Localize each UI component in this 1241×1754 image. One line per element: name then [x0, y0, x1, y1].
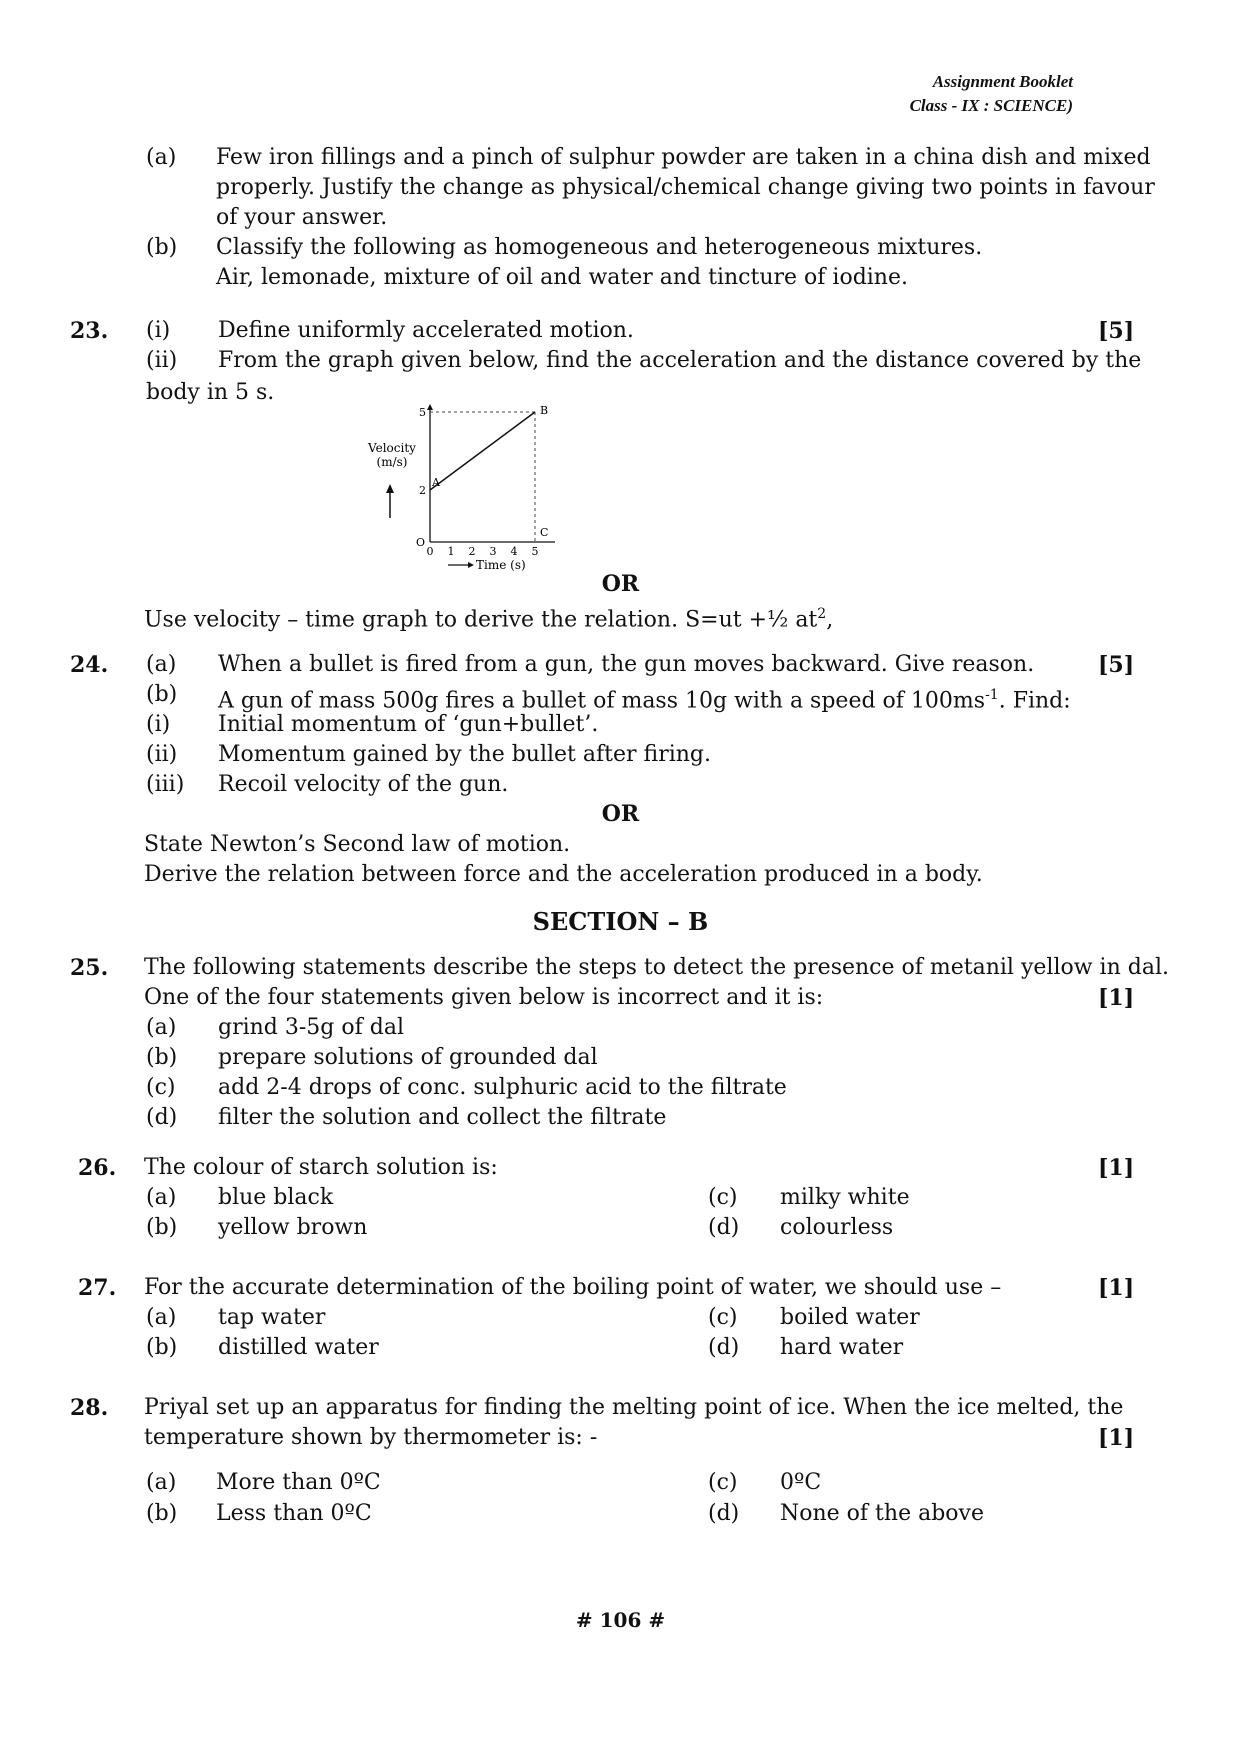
- x-axis-title: [448, 558, 526, 572]
- q22-b-line1: Classify the following as homogeneous and heterogeneous mixtures.: [216, 235, 983, 260]
- page-number: # 106 #: [575, 1608, 666, 1632]
- q25-option-text: prepare solutions of grounded dal: [218, 1045, 598, 1070]
- section-title: SECTION – B: [532, 907, 709, 936]
- q24-item-text: Momentum gained by the bullet after firing.: [218, 742, 711, 767]
- velocity-line: [430, 412, 535, 490]
- header-class: Class - IX : SCIENCE): [909, 96, 1073, 115]
- q28-option-label: (d): [708, 1501, 740, 1526]
- q22-a-label: (a): [146, 145, 177, 170]
- q26-option-text: milky white: [780, 1185, 910, 1210]
- q28-line2: temperature shown by thermometer is: -: [144, 1425, 598, 1450]
- q26-option-text: colourless: [780, 1215, 894, 1240]
- velocity-time-graph: [360, 400, 580, 580]
- q25-option-label: (b): [146, 1045, 178, 1070]
- q25-number: 25.: [70, 955, 109, 981]
- q24-alt-line2: Derive the relation between force and the acceleration produced in a body.: [144, 862, 983, 887]
- q27-option-label: (a): [146, 1305, 177, 1330]
- q25-marks: [1]: [1098, 985, 1135, 1011]
- q26-option-label: (c): [708, 1185, 738, 1210]
- y-axis-up-arrow: [386, 484, 394, 518]
- q25-option-text: grind 3-5g of dal: [218, 1015, 405, 1040]
- q28-option-text: Less than 0ºC: [216, 1501, 372, 1526]
- point-label-c: C: [540, 526, 549, 539]
- y-tick-label: 2: [419, 484, 426, 497]
- q27-option-text: tap water: [218, 1305, 326, 1330]
- x-tick-label: 1: [447, 545, 455, 558]
- q24-item-text: A gun of mass 500g fires a bullet of mass 10g with a speed of $100ms^{-1}$. Find:: [218, 687, 1071, 714]
- q26-marks: [1]: [1098, 1155, 1135, 1181]
- q24-item-label: (iii): [146, 772, 185, 797]
- q22-b-line2: Air, lemonade, mixture of oil and water and tincture of iodine.: [216, 265, 908, 290]
- q22-a-line2: properly. Justify the change as physical/chemical change giving two points in favour: [216, 175, 1155, 200]
- q26-option-label: (a): [146, 1185, 177, 1210]
- q26-option-text: blue black: [218, 1185, 334, 1210]
- q28-option-text: 0ºC: [780, 1470, 822, 1495]
- q28-option-label: (b): [146, 1501, 178, 1526]
- q24-item-text: Recoil velocity of the gun.: [218, 772, 509, 797]
- q27-option-label: (c): [708, 1305, 738, 1330]
- q24-item-label: (b): [146, 682, 178, 707]
- q24-marks: [5]: [1098, 652, 1135, 678]
- q27-option-text: distilled water: [218, 1335, 379, 1360]
- y-axis-label-line2: (m/s): [376, 455, 408, 469]
- q27-text: For the accurate determination of the boiling point of water, we should use –: [144, 1275, 1002, 1300]
- q27-option-label: (b): [146, 1335, 178, 1360]
- q28-option-text: More than 0ºC: [216, 1470, 381, 1495]
- q23-ii-line2: body in 5 s.: [146, 380, 275, 405]
- q26-option-label: (d): [708, 1215, 740, 1240]
- q24-item-label: (i): [146, 712, 171, 737]
- x-tick-label: 4: [510, 545, 518, 558]
- svg-text:Time (s): Time (s): [476, 558, 526, 572]
- q28-number: 28.: [70, 1395, 109, 1421]
- q23-number: 23.: [70, 318, 109, 344]
- q24-or: OR: [601, 801, 640, 827]
- q23-ii-label: (ii): [146, 348, 178, 373]
- q23-ii-line1: From the graph given below, find the acceleration and the distance covered by the: [218, 348, 1142, 373]
- q25-option-text: filter the solution and collect the filtrate: [218, 1105, 667, 1130]
- x-tick-label: 3: [489, 545, 497, 558]
- q27-option-label: (d): [708, 1335, 740, 1360]
- y-tick-label: 5: [419, 406, 426, 419]
- x-tick-label: 0: [426, 545, 434, 558]
- q26-text: The colour of starch solution is:: [144, 1155, 498, 1180]
- q22-b-label: (b): [146, 235, 178, 260]
- q25-option-text: add 2-4 drops of conc. sulphuric acid to the filtrate: [218, 1075, 787, 1100]
- q26-option-text: yellow brown: [218, 1215, 368, 1240]
- q25-line2: One of the four statements given below is incorrect and it is:: [144, 985, 824, 1010]
- q24-item-label: (a): [146, 652, 177, 677]
- q23-or: OR: [601, 571, 640, 597]
- q24-item-label: (ii): [146, 742, 178, 767]
- q25-option-label: (c): [146, 1075, 176, 1100]
- y-axis-label-line1: Velocity: [368, 441, 416, 455]
- q27-option-text: boiled water: [780, 1305, 920, 1330]
- q22-a-line1: Few iron fillings and a pinch of sulphur powder are taken in a china dish and mixed: [216, 145, 1151, 170]
- q28-marks: [1]: [1098, 1425, 1135, 1451]
- origin-label: O: [415, 536, 425, 549]
- q23-marks: [5]: [1098, 318, 1135, 344]
- q23-i-text: Define uniformly accelerated motion.: [218, 318, 634, 343]
- q24-number: 24.: [70, 652, 109, 678]
- q28-line1: Priyal set up an apparatus for finding the melting point of ice. When the ice melted, the: [144, 1395, 1124, 1420]
- y-axis-arrowhead: [427, 404, 433, 410]
- point-label-a: A: [432, 476, 440, 489]
- q28-option-text: None of the above: [780, 1501, 984, 1526]
- q25-line1: The following statements describe the steps to detect the presence of metanil yellow in dal.: [144, 955, 1169, 980]
- q25-option-label: (a): [146, 1015, 177, 1040]
- q24-item-text: When a bullet is fired from a gun, the gun moves backward. Give reason.: [218, 652, 1035, 677]
- q23-i-label: (i): [146, 318, 171, 343]
- x-tick-label: 5: [531, 545, 539, 558]
- q28-option-label: (a): [146, 1470, 177, 1495]
- q27-option-text: hard water: [780, 1335, 904, 1360]
- q27-marks: [1]: [1098, 1275, 1135, 1301]
- header-title: Assignment Booklet: [932, 72, 1073, 91]
- q25-option-label: (d): [146, 1105, 178, 1130]
- q24-alt-line1: State Newton’s Second law of motion.: [144, 832, 571, 857]
- q23-alternative: Use velocity – time graph to derive the relation. S=ut +½ $at^2$,: [144, 606, 834, 633]
- q26-option-label: (b): [146, 1215, 178, 1240]
- point-label-b: B: [540, 404, 549, 417]
- q22-a-line3: of your answer.: [216, 205, 388, 230]
- q27-number: 27.: [78, 1275, 117, 1301]
- q26-number: 26.: [78, 1155, 117, 1181]
- q28-option-label: (c): [708, 1470, 738, 1495]
- q24-item-text: Initial momentum of ‘gun+bullet’.: [218, 712, 599, 737]
- x-tick-label: 2: [468, 545, 476, 558]
